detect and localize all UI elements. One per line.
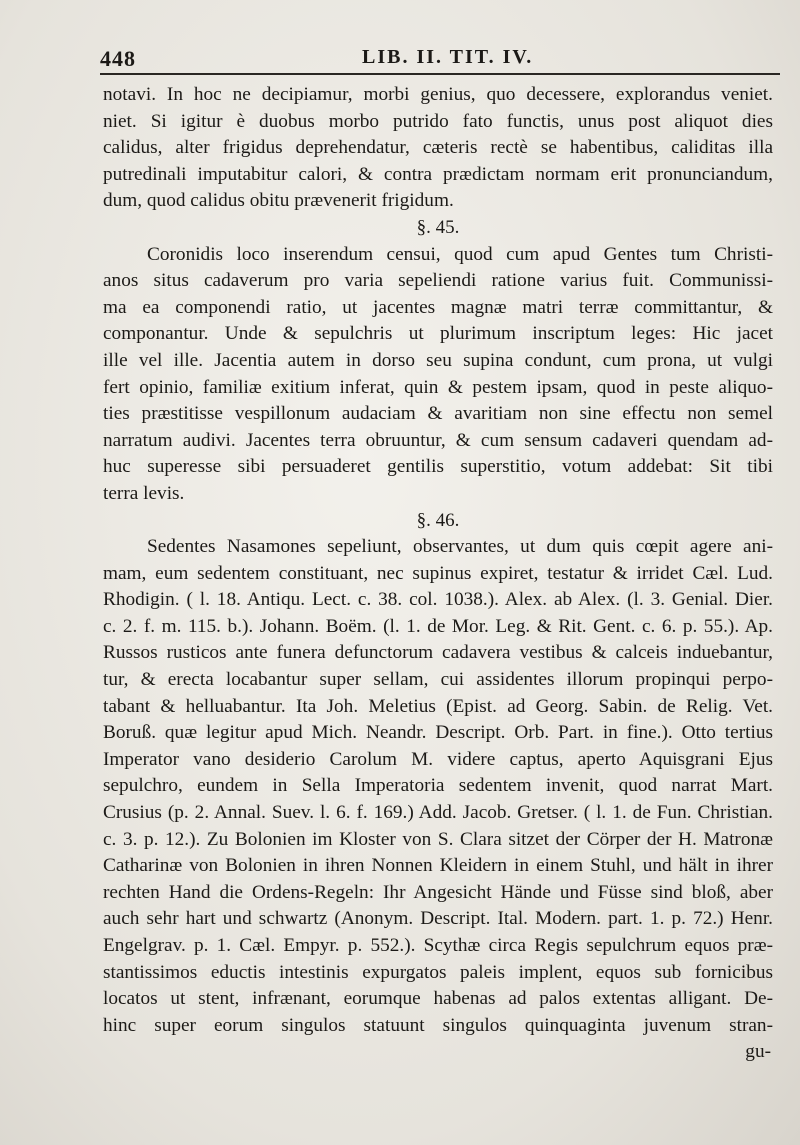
text-line: ma ea componendi ratio, ut jacentes magnæ matri terræ committantur, & (103, 296, 773, 318)
text-line: niet. Si igitur è duobus morbo putrido fato functis, unus post aliquot dies (103, 110, 773, 132)
text-line: ille vel ille. Jacentia autem in dorso seu supina condunt, cum prona, ut vulgi (103, 349, 773, 371)
text-line: mam, eum sedentem constituant, nec supinus expiret, testatur & irridet Cæl. Lud. (103, 562, 773, 584)
text-line: sepulchro, eundem in Sella Imperatoria sedentem invenit, quod narrat Mart. (103, 775, 773, 797)
text-line: Boruß. quæ legitur apud Mich. Neandr. Descript. Orb. Part. in fine.). Otto tertius (103, 722, 773, 744)
text-line: Sedentes Nasamones sepeliunt, observantes, ut dum quis cœpit agere ani- (147, 536, 773, 558)
section-heading-45: §. 45. (416, 216, 460, 238)
text-line: Imperator vano desiderio Carolum M. videre captus, aperto Aquisgrani Ejus (103, 748, 773, 770)
text-line: putredinali imputabitur calori, & contra prædictam normam erit pronunciandum, (103, 163, 773, 185)
text-line: locatos ut stent, infrænant, eorumque habenas ad palos extentas alligant. De- (103, 988, 773, 1010)
text-line: calidus, alter frigidus deprehendatur, cæteris rectè se habentibus, caliditas illa (103, 137, 773, 159)
text-line: c. 3. p. 12.). Zu Bolonien im Kloster von S. Clara sitzet der Cörper der H. Matronæ (103, 828, 773, 850)
page-header (96, 44, 786, 74)
text-line: componantur. Unde & sepulchris ut plurimum inscriptum leges: Hic jacet (103, 323, 773, 345)
text-line: Catharinæ von Bolonien in ihren Nonnen Kleidern in einem Stuhl, und hält in ihrer (103, 855, 773, 877)
text-line: Rhodigin. ( l. 18. Antiqu. Lect. c. 38. col. 1038.). Alex. ab Alex. (l. 3. Genial. Dier. (103, 589, 773, 611)
section-heading-46: §. 46. (416, 509, 460, 531)
text-line: Engelgrav. p. 1. Cæl. Empyr. p. 552.). Scythæ circa Regis sepulchrum equos præ- (103, 935, 773, 956)
text-line: terra levis. (103, 482, 185, 504)
text-line: ties præstitisse vespillonum audaciam & avaritiam non sine effectu non semel (103, 403, 773, 425)
page-number: 448 (100, 46, 136, 71)
main-text (103, 82, 773, 1066)
text-line: anos situs cadaverum pro varia sepeliendi ratione varius fuit. Communissi- (103, 270, 773, 292)
text-line: rechten Hand die Ordens-Regeln: Ihr Angesicht Hände und Füsse sind bloß, aber (103, 881, 773, 903)
header-rule (100, 73, 780, 75)
text-line: tur, & erecta locabantur super sellam, cui assidentes illorum propinqui perpo- (103, 669, 773, 691)
text-line: auch sehr hart und schwartz (Anonym. Descript. Ital. Modern. part. 1. p. 72.) Henr. (103, 908, 773, 930)
text-line: hinc super eorum singulos statuunt singulos quinquaginta juvenum stran- (103, 1014, 773, 1036)
text-line: Coronidis loco inserendum censui, quod cum apud Gentes tum Christi- (147, 243, 773, 265)
text-line: Crusius (p. 2. Annal. Suev. l. 6. f. 169.) Add. Jacob. Gretser. ( l. 1. de Fun. Christian. (103, 802, 773, 824)
text-line: dum, quod calidus obitu prævenerit frigidum. (103, 190, 454, 212)
text-line: narratum audivi. Jacentes terra obruuntur, & cum sensum cadaveri quendam ad- (103, 429, 773, 451)
text-line: notavi. In hoc ne decipiamur, morbi genius, quo decessere, explorandus veniet. (103, 84, 773, 105)
text-line: fert opinio, familiæ exitium inferat, quin & pestem ipsam, quod in peste aliquo- (103, 376, 773, 398)
text-line: Russos rusticos ante funera defunctorum cadavera vestibus & calceis induebantur, (103, 642, 773, 664)
text-line: tabant & helluabantur. Ita Joh. Meletius (Epist. ad Georg. Sabin. de Relig. Vet. (103, 695, 773, 717)
text-line: huc superesse sibi persuaderet gentilis superstitio, votum addebat: Sit tibi (103, 456, 773, 478)
running-head: LIB. II. TIT. IV. (362, 46, 534, 68)
text-line: stantissimos eductis intestinis expurgatos paleis implent, equos sub fornicibus (103, 961, 773, 983)
catchword: gu- (745, 1041, 771, 1063)
text-line: c. 2. f. m. 115. b.). Johann. Boëm. (l. 1. de Mor. Leg. & Rit. Gent. c. 6. p. 55.). Ap. (103, 615, 773, 637)
